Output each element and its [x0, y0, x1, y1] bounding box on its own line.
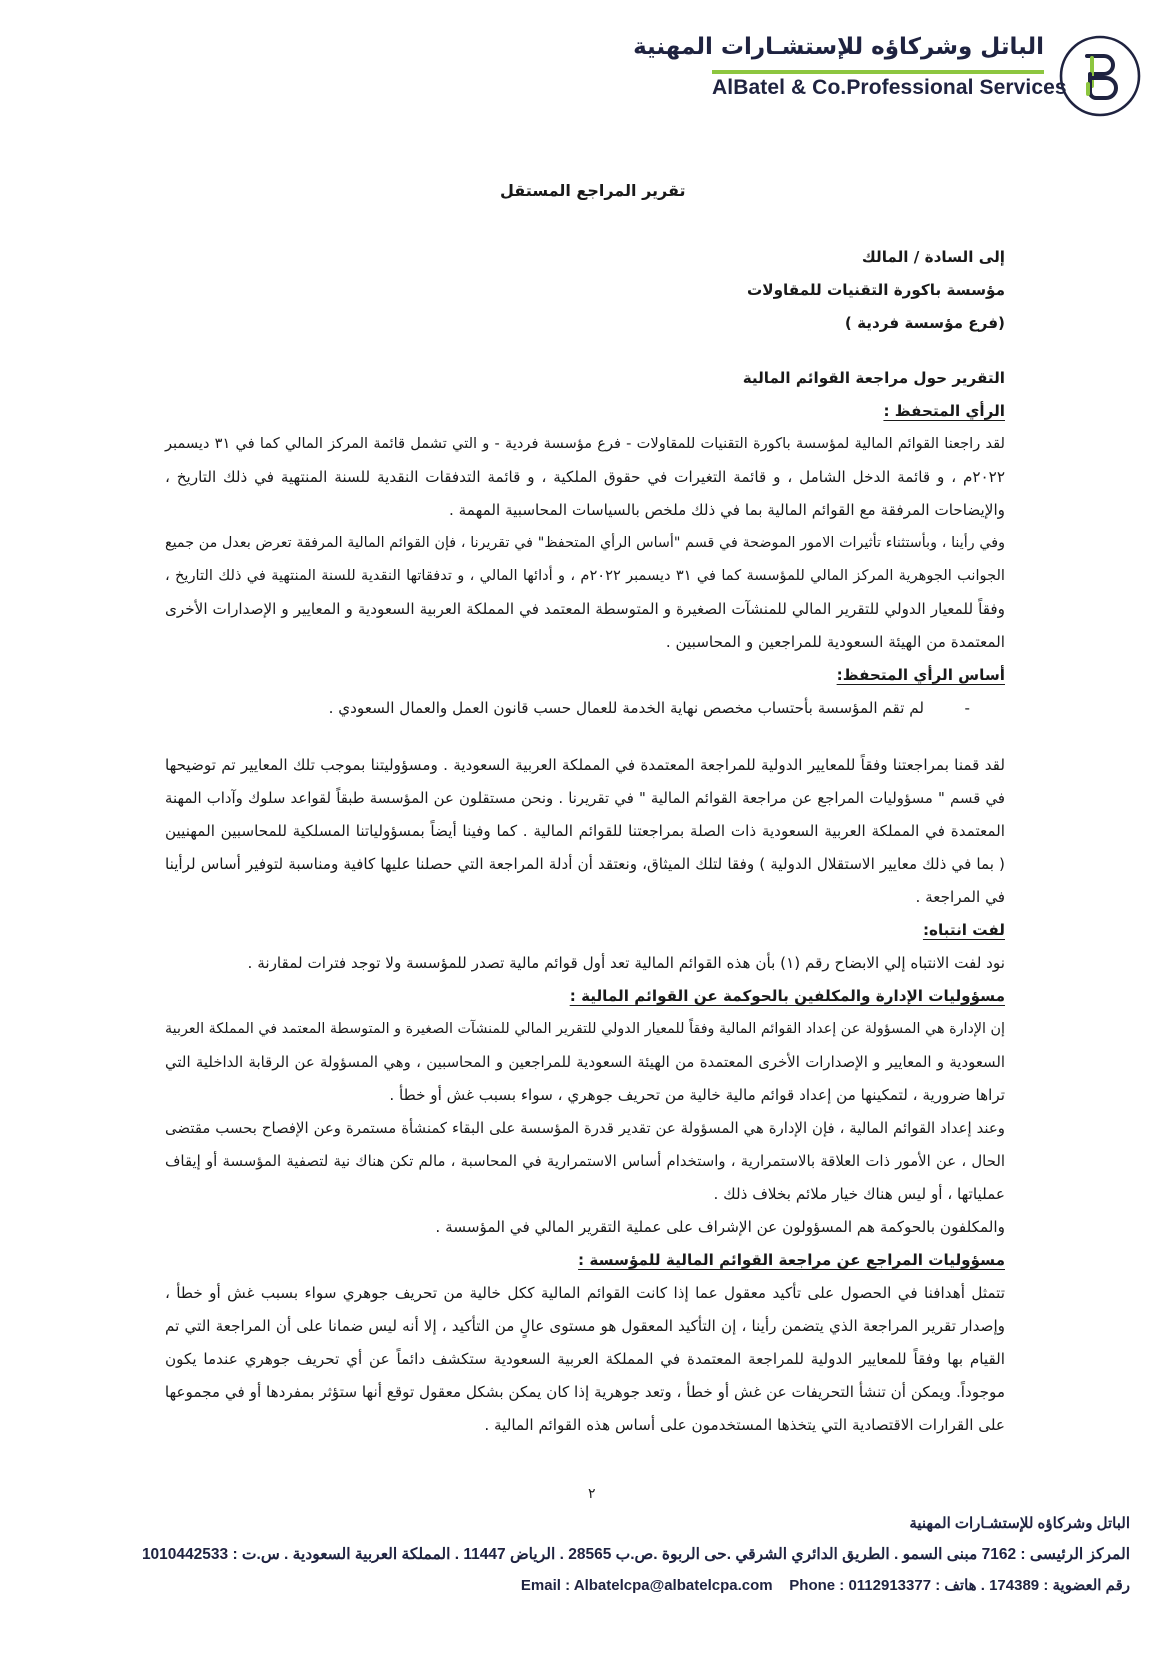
auditor-para-line: تتمثل أهدافنا في الحصول على تأكيد معقول عما إذا كانت القوائم المالية ككل خالية من تحريف جوهري سواء بسبب غش أو خطأ ،	[165, 1284, 1005, 1302]
emphasis-para: نود لفت الانتباه إلي الابضاح رقم (١) بأن هذه القوائم المالية تعد أول قوائم مالية تصدر للمؤسسة ولا توجد فترات لمقارنة .	[247, 954, 1005, 972]
management-responsibilities-heading: مسؤوليات الإدارة والمكلفين بالحوكمة عن القوائم المالية :	[569, 987, 1005, 1005]
opinion-para1-line: والإيضاحات المرفقة مع القوائم المالية بما في ذلك ملخص بالسياسات المحاسبية المهمة .	[448, 501, 1005, 519]
opinion-para2-line: وفقاً للمعيار الدولي للتقرير المالي للمنشآت الصغيرة و المتوسطة المعتمد في المملكة العربية السعودية و المعايير و الإصدارات الأخرى	[165, 600, 1005, 618]
company-name-english: AlBatel & Co.Professional Services	[712, 76, 1067, 99]
section-main-heading: التقرير حول مراجعة القوائم المالية	[742, 369, 1005, 387]
footer-membership: رقم العضوية : 174389 . هاتف :	[935, 1577, 1130, 1594]
management-para1-line: تراها ضرورية ، لتمكينها من إعداد قوائم مالية خالية من تحريف جوهري ، سواء بسبب غش أو خطأ .	[389, 1086, 1005, 1104]
footer-email[interactable]: Albatelcpa@albatelcpa.com	[573, 1577, 773, 1594]
footer-phone-group	[521, 1577, 931, 1594]
company-name-arabic: الباتل وشركاؤه للإستشـارات المهنية	[633, 34, 1044, 60]
auditor-para-line: موجوداً. ويمكن أن تنشأ التحريفات عن غش أو خطأ ، وتعد جوهرية إذا كان يمكن بشكل معقول توقع أنها ستؤثر بمفردها أو في مجموعها	[164, 1383, 1005, 1401]
opinion-para1-line: لقد راجعنا القوائم المالية لمؤسسة باكورة التقنيات للمقاولات - فرع مؤسسة فردية - و التي تشمل قائمة المركز المالي كما في ٣١ ديسمبر	[165, 435, 1005, 452]
qualified-opinion-heading: الرأي المتحفظ :	[883, 402, 1005, 420]
albatel-logo-icon	[1058, 34, 1142, 118]
report-title: تقرير المراجع المستقل	[500, 181, 686, 200]
page-number: ٢	[588, 1486, 596, 1502]
opinion-para2-line: الجوانب الجوهرية المركز المالي للمؤسسة كما في ٣١ ديسمبر ٢٠٢٢م ، و أدائها المالي ، و تدفقاتها النقدية للسنة المنتهية في ذلك التاريخ ،	[165, 567, 1005, 584]
emphasis-heading: لفت انتباه:	[922, 921, 1005, 939]
basis-para-line: ( بما في ذلك معايير الاستقلال الدولية ) وفقا لتلك الميثاق، ونعتقد أن أدلة المراجعة التي حصلنا عليها كافية ومناسبة لتوفير أساس لرأينا	[165, 855, 1005, 873]
footer-phone[interactable]: 0112913377	[848, 1577, 932, 1594]
basis-bullet-marker: -	[964, 699, 970, 717]
brand-divider	[712, 70, 1044, 74]
management-para1-line: إن الإدارة هي المسؤولة عن إعداد القوائم المالية وفقاً للمعيار الدولي للتقرير المالي للمنشآت الصغيرة و المتوسطة المعتمد في المملكة العربية	[165, 1021, 1005, 1037]
basis-para-line: المعتمدة في المملكة العربية السعودية ذات الصلة بمراجعتنا للقوائم المالية . كما وفينا أيضاً بمسؤولياتنا المسلكية للمحاسبين المهنيين	[165, 822, 1005, 840]
auditor-para-line: القيام بها وفقاً للمعايير الدولية للمراجعة المعتمدة في المملكة العربية السعودية ستكشف دائماً عن أي تحريف جوهري عندما يكون	[165, 1350, 1005, 1368]
footer-email-label: Email :	[520, 1577, 571, 1594]
management-para2-line: عملياتها ، أو ليس هناك خيار ملائم بخلاف ذلك .	[713, 1185, 1005, 1203]
auditor-para-line: على القرارات الاقتصادية التي يتخذها المستخدمون على أساس هذه القوائم المالية .	[484, 1416, 1005, 1434]
opinion-para2-line: المعتمدة من الهيئة السعودية للمراجعين و المحاسبين .	[665, 633, 1005, 651]
auditor-responsibilities-heading: مسؤوليات المراجع عن مراجعة القوائم المالية للمؤسسة :	[578, 1251, 1005, 1269]
addressee-line: إلى السادة / المالك	[861, 248, 1005, 266]
management-para1-line: السعودية و المعايير و الإصدارات الأخرى المعتمدة من الهيئة السعودية للمراجعين و المحاسبين ، وهي المسؤولة عن الرقابة الداخلية التي	[165, 1053, 1005, 1071]
basis-para-line: في المراجعة .	[915, 888, 1005, 906]
auditor-para-line: وإصدار تقرير المراجعة الذي يتضمن رأينا ، إن التأكيد المعقول هو مستوى عالٍ من التأكيد ، إلا أنه ليس ضمانا على أن المراجعة التي تم	[165, 1317, 1005, 1335]
footer-address: المركز الرئيسى : 7162 مبنى السمو . الطريق الدائري الشرقي .حى الربوة .ص.ب 28565 . الرياض 11447 . المملكة العربية السعودية . س.ت : 1010442533	[141, 1546, 1130, 1563]
basis-heading: أساس الرأي المتحفظ:	[836, 666, 1005, 684]
basis-para-line: لقد قمنا بمراجعتنا وفقاً للمعايير الدولية للمراجعة المعتمدة في المملكة العربية السعودية . ومسؤوليتنا بموجب تلك المعايير تم توضيحها	[165, 756, 1005, 774]
footer-contact	[521, 1576, 1130, 1594]
addressee-entity: مؤسسة باكورة التقنيات للمقاولات	[747, 281, 1005, 299]
opinion-para2-line: وفي رأينا ، وبأستثناء تأثيرات الامور الموضحة في قسم "أساس الرأي المتحفظ" في تقريرنا ، فإن القوائم المالية المرفقة تعرض بعدل من جميع	[165, 535, 1005, 551]
basis-para-line: في قسم " مسؤوليات المراجع عن مراجعة القوائم المالية " في تقريرنا . ونحن مستقلون عن المؤسسة طبقاً لقواعد سلوك وآداب المهنة	[165, 789, 1005, 807]
footer-phone-label: Phone :	[789, 1577, 845, 1594]
basis-bullet-text: لم تقم المؤسسة بأحتساب مخصص نهاية الخدمة للعمال حسب قانون العمل والعمال السعودي .	[328, 699, 924, 717]
management-para3: والمكلفون بالحوكمة هم المسؤولون عن الإشراف على عملية التقرير المالي في المؤسسة .	[435, 1218, 1005, 1236]
footer-company-name: الباتل وشركاؤه للإستشـارات المهنية	[909, 1515, 1130, 1532]
opinion-para1-line: ٢٠٢٢م ، و قائمة الدخل الشامل ، و قائمة التغيرات في حقوق الملكية ، و قائمة التدفقات النقدية للسنة المنتهية في ذلك التاريخ ،	[165, 468, 1005, 486]
addressee-branch: (فرع مؤسسة فردية )	[844, 314, 1005, 332]
management-para2-line: الحال ، عن الأمور ذات العلاقة بالاستمرارية ، واستخدام أساس الاستمرارية في المحاسبة ، مالم تكن هناك نية لتصفية المؤسسة أو إيقاف	[165, 1152, 1005, 1170]
management-para2-line: وعند إعداد القوائم المالية ، فإن الإدارة هي المسؤولة عن تقدير قدرة المؤسسة على البقاء كمنشأة مستمرة وعن الإفصاح بحسب مقتضى	[165, 1119, 1005, 1137]
